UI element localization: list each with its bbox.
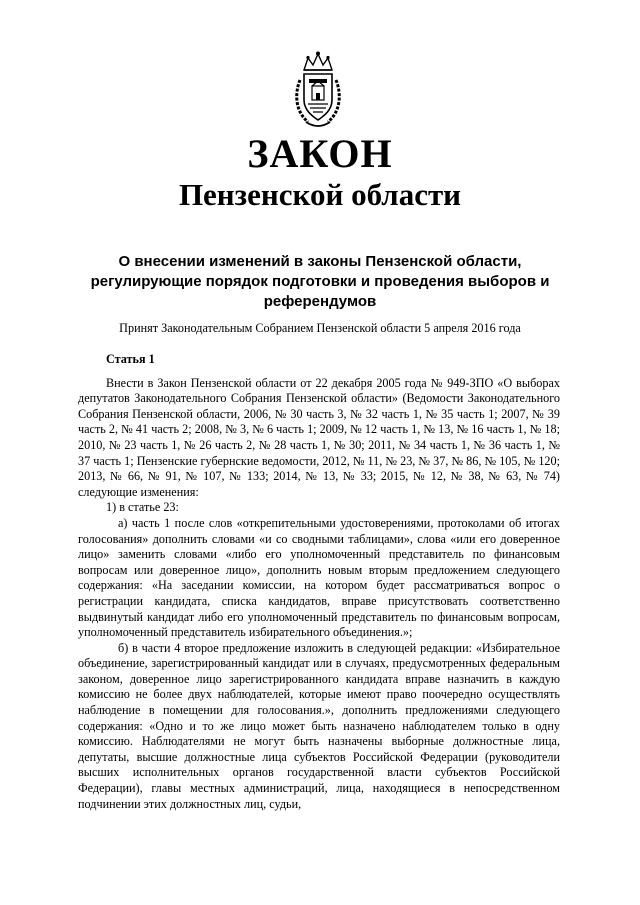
penza-region-coat-of-arms-icon [290,50,346,130]
law-title: ЗАКОН [247,131,393,176]
article-intro: Внести в Закон Пензенской области от 22 декабря 2005 года № 949-ЗПО «О выборах депутатов Законодательного Собрания Пензенской области» (Ведомости Законодательного Собрания Пензенской области, 2006, № 30 часть 3, № 32 часть 1, № 35 часть 1; 2007, № 39 часть 2, № 41 часть 2; 2008, № 3, № 6 часть 1; 2009, № 12 часть 1, № 13, № 16 часть 1, № 18; 2010, № 23 часть 1, № 26 часть 2, № 28 часть 1, № 30; 2011, № 34 часть 1, № 36 часть 1, № 37 часть 1; Пензенские губернские ведомости, 2012, № 11, № 23, № 37, № 86, № 105, № 120; 2013, № 66, № 91, № 107, № 133; 2014, № 13, № 33; 2015, № 12, № 38, № 63, № 74) следующие изменения: [78,375,560,499]
article-title: Статья 1 [106,352,155,366]
subclause-b: б) в части 4 второе предложение изложить в следующей редакции: «Избирательное объединение, зарегистрированный кандидат или в случаях, предусмотренных федеральным законом, доверенное лицо зарегистрированного кандидата вправе назначить в каждую комиссию не более двух наблюдателей, которые имеют право поочередно осуществлять наблюдение в помещении для голосования.», дополнить предложениями следующего содержания: «Одно и то же лицо может быть назначено наблюдателем только в одну комиссию. Наблюдателями не могут быть назначены выборные должностные лица, депутаты, высшие должностные лица субъектов Российской Федерации (руководители высших исполнительных органов государственной власти субъектов Российской Федерации), главы местных администраций, лица, находящиеся в непосредственном подчинении этих должностных лиц, судьи, [78,640,560,811]
adoption-line: Принят Законодательным Собранием Пензенской области 5 апреля 2016 года [119,321,521,335]
clause-1: 1) в статье 23: [106,500,179,515]
law-body [78,352,560,812]
law-region: Пензенской области [178,177,462,212]
law-subject: О внесении изменений в законы Пензенской области, регулирующие порядок подготовки и проведения выборов и референдумов [90,253,550,310]
subclause-a: а) часть 1 после слов «открепительными удостоверениями, протоколами об итогах голосования» дополнить словами «и со сводными таблицами», слова «или его доверенное лицо» заменить словами «либо его уполномоченный представитель по финансовым вопросам или доверенное лицо», дополнить новым вторым предложением следующего содержания: «На заседании комиссии, на котором будет рассматриваться вопрос о регистрации кандидата, списка кандидатов, вправе присутствовать соответственно выдвинутый кандидат либо его уполномоченный представитель по финансовым вопросам, уполномоченный представитель избирательного объединения.»; [78,515,560,640]
